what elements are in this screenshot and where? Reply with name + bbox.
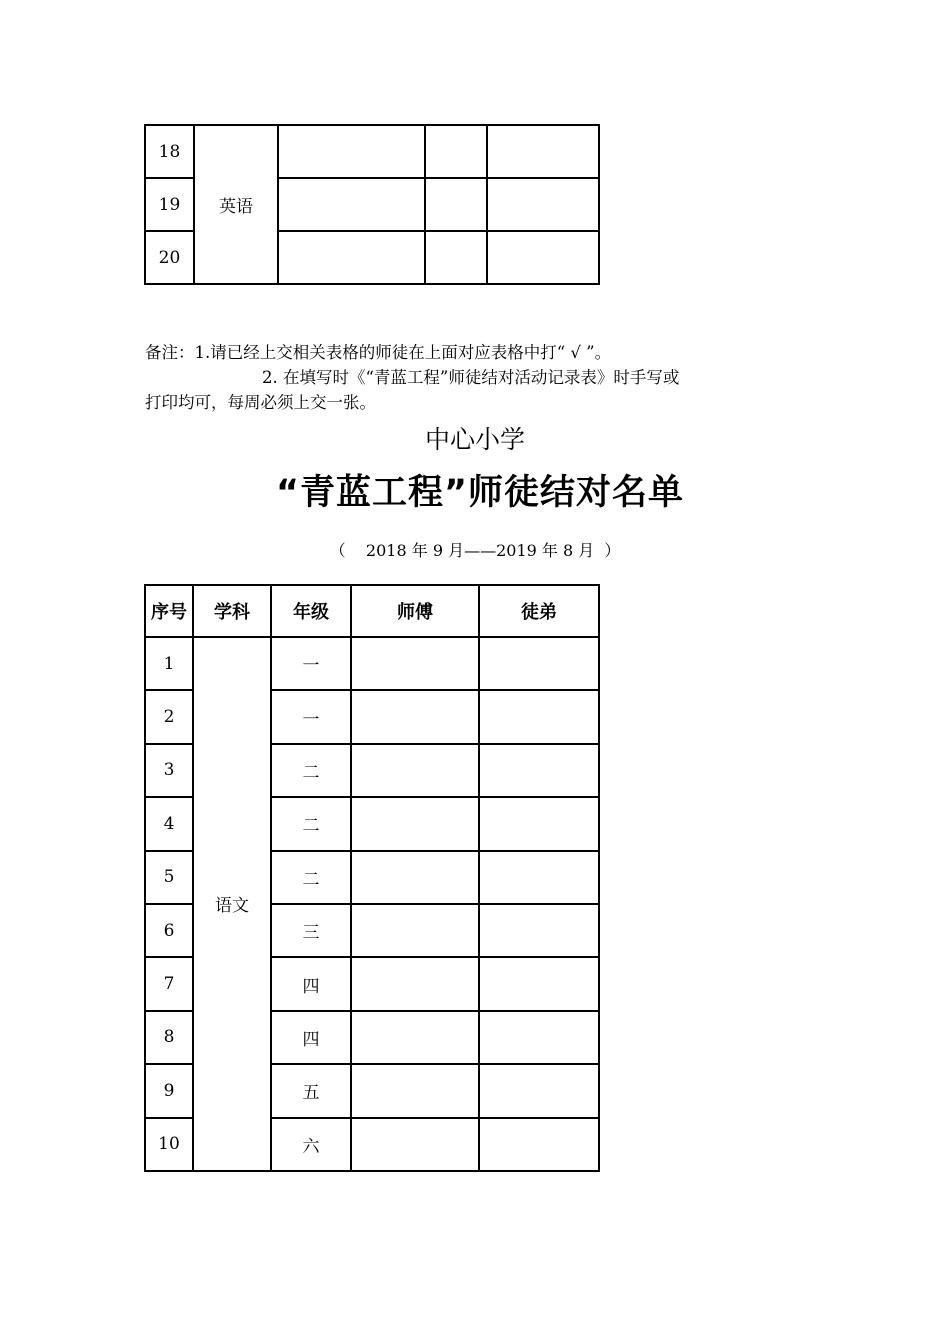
master-cell: [351, 904, 479, 957]
apprentice-cell: [479, 690, 599, 743]
note-line-3: 打印均可，每周必须上交一张。: [145, 393, 376, 412]
apprentice-cell: [479, 1011, 599, 1064]
row-number: 3: [145, 744, 193, 797]
subject-cell: 语文: [193, 637, 271, 1171]
apprentice-cell: [479, 637, 599, 690]
check-cell: [425, 125, 487, 178]
grade-cell: 三: [271, 904, 351, 957]
note-line-1: 备注：1.请已经上交相关表格的师徒在上面对应表格中打“ √ ”。: [145, 343, 612, 362]
apprentice-cell: [479, 851, 599, 904]
apprentice-cell: [487, 231, 599, 284]
grade-cell: 二: [271, 744, 351, 797]
apprentice-cell: [479, 1064, 599, 1117]
master-cell: [278, 231, 425, 284]
check-cell: [425, 231, 487, 284]
row-number: 7: [145, 957, 193, 1010]
pairing-table: [144, 584, 600, 1172]
master-cell: [351, 1118, 479, 1171]
row-number: 5: [145, 851, 193, 904]
check-cell: [425, 178, 487, 231]
header-master: 师傅: [351, 585, 479, 637]
master-cell: [278, 178, 425, 231]
master-cell: [351, 851, 479, 904]
apprentice-cell: [479, 744, 599, 797]
note-line-2: 2. 在填写时《“青蓝工程”师徒结对活动记录表》时手写或: [262, 368, 680, 387]
master-cell: [351, 690, 479, 743]
subject-cell: 英语: [194, 125, 278, 284]
master-cell: [351, 744, 479, 797]
table-header-row: [145, 585, 599, 637]
master-cell: [351, 797, 479, 850]
date-range: （ 2018 年 9 月——2019 年 8 月 ）: [329, 541, 621, 560]
apprentice-cell: [487, 125, 599, 178]
pairing-table-continued: [144, 124, 600, 285]
header-subject: 学科: [193, 585, 271, 637]
grade-cell: 四: [271, 957, 351, 1010]
apprentice-cell: [479, 1118, 599, 1171]
row-number: 20: [145, 231, 194, 284]
apprentice-cell: [479, 904, 599, 957]
row-number: 9: [145, 1064, 193, 1117]
master-cell: [351, 957, 479, 1010]
grade-cell: 二: [271, 797, 351, 850]
master-cell: [278, 125, 425, 178]
row-number: 4: [145, 797, 193, 850]
row-number: 1: [145, 637, 193, 690]
header-no: 序号: [145, 585, 193, 637]
row-number: 8: [145, 1011, 193, 1064]
master-cell: [351, 1011, 479, 1064]
grade-cell: 一: [271, 637, 351, 690]
grade-cell: 二: [271, 851, 351, 904]
row-number: 6: [145, 904, 193, 957]
header-apprentice: 徒弟: [479, 585, 599, 637]
grade-cell: 四: [271, 1011, 351, 1064]
apprentice-cell: [487, 178, 599, 231]
header-grade: 年级: [271, 585, 351, 637]
table-row: [145, 637, 599, 690]
apprentice-cell: [479, 957, 599, 1010]
table-row: [145, 125, 599, 178]
row-number: 10: [145, 1118, 193, 1171]
grade-cell: 五: [271, 1064, 351, 1117]
row-number: 2: [145, 690, 193, 743]
apprentice-cell: [479, 797, 599, 850]
master-cell: [351, 637, 479, 690]
master-cell: [351, 1064, 479, 1117]
row-number: 18: [145, 125, 194, 178]
document-title: “青蓝工程”师徒结对名单: [275, 473, 684, 513]
row-number: 19: [145, 178, 194, 231]
school-name: 中心小学: [424, 425, 525, 454]
grade-cell: 一: [271, 690, 351, 743]
grade-cell: 六: [271, 1118, 351, 1171]
